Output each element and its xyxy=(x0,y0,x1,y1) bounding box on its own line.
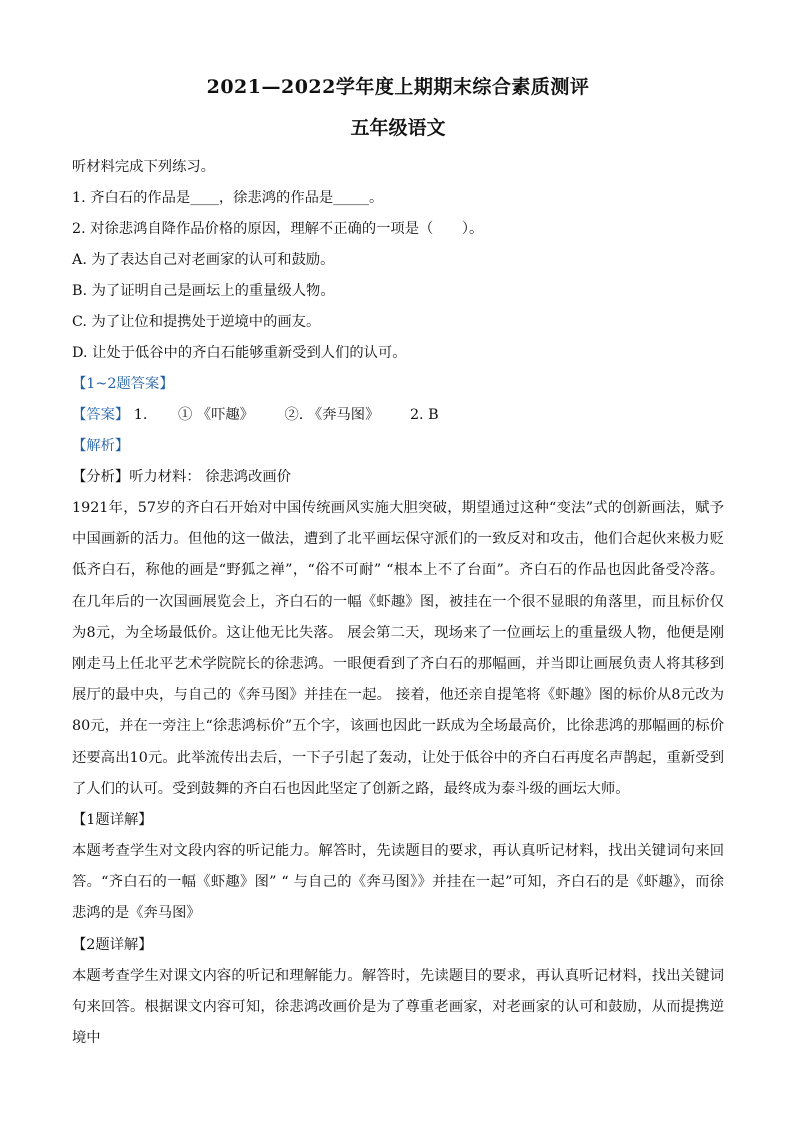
detail-1-text: 本题考查学生对文段内容的听记能力。解答时，先读题目的要求，再认真听记材料，找出关键词句来回答。“齐白石的一幅《虾趣》图” “ 与自己的《奔马图》》并挂在一起”可知，齐白石的是《虾趣》，而徐悲鸿的是《奔马图》 xyxy=(72,843,724,922)
answer-q1-part-a: ① 《吓趣》 xyxy=(177,407,254,423)
option-d: D. 让处于低谷中的齐白石能够重新受到人们的认可。 xyxy=(72,345,407,361)
listening-passage: 1921年，57岁的齐白石开始对中国传统画风实施大胆突破，期望通过这种“变法”式的创新画法，赋予中国画新的活力。但他的这一做法，遭到了北平画坛保守派们的一致反对和攻击，他们合起伙来极力贬低齐白石，称他的画是“野狐之禅”，“俗不可耐” “根本上不了台面”。齐白石的作品也因此备受冷落。 在几年后的一次国画展览会上，齐白石的一幅《虾趣》图，被挂在一个很不显眼的角落里，而且标价仅为8元，为全场最低价。这让他无比失落。 展会第二天，现场来了一位画坛上的重量级人物，他便是刚刚走马上任北平艺术学院院长的徐悲鸿。一眼便看到了齐白石的那幅画，并当即让画展负责人将其移到展厅的最中央，与自己的《奔马图》并挂在一起。 接着，他还亲自提笔将《虾趣》图的标价从8元改为80元，并在一旁注上“徐悲鸿标价”五个字，该画也因此一跃成为全场最高价，比徐悲鸿的那幅画的标价还要高出10元。此举流传出去后，一下子引起了轰动，让处于低谷中的齐白石再度名声鹊起，重新受到了人们的认可。受到鼓舞的齐白石也因此坚定了创新之路，最终成为泰斗级的画坛大师。 xyxy=(72,500,724,797)
analysis-title: 听力材料： 徐悲鸿改画价 xyxy=(129,469,291,485)
answer-q1-number: 1. xyxy=(133,407,148,423)
option-c: C. 为了让位和提携处于逆境中的画友。 xyxy=(72,314,321,330)
answer-label: 【答案】 xyxy=(72,407,130,423)
analysis-heading: 【解析】 xyxy=(72,438,130,454)
page-title: 2021—2022学年度上期期末综合素质测评 xyxy=(206,76,590,98)
question-2: 2. 对徐悲鸿自降作品价格的原因，理解不正确的一项是（ ）。 xyxy=(72,221,484,237)
page-subtitle: 五年级语文 xyxy=(350,117,446,139)
answer-q2: 2. B xyxy=(409,407,439,423)
intro-text: 听材料完成下列练习。 xyxy=(72,159,215,175)
answer-q1-part-b: ②. 《奔马图》 xyxy=(284,407,380,423)
analysis-label: 【分析】 xyxy=(72,469,130,485)
detail-1-heading: 【1题详解】 xyxy=(72,812,153,829)
option-b: B. 为了证明自己是画坛上的重量级人物。 xyxy=(72,283,335,299)
option-a: A. 为了表达自己对老画家的认可和鼓励。 xyxy=(72,252,335,268)
answer-line xyxy=(72,400,724,431)
detail-2-text: 本题考查学生对课文内容的听记和理解能力。解答时，先读题目的要求，再认真听记材料，找出关键词句来回答。根据课文内容可知，徐悲鸿改画价是为了尊重老画家，对老画家的认可和鼓励，从而提携逆境中 xyxy=(72,967,724,1047)
question-1: 1. 齐白石的作品是____，徐悲鸿的作品是_____。 xyxy=(72,190,384,206)
analysis-line xyxy=(72,462,724,493)
answer-heading: 【1~2题答案】 xyxy=(72,376,174,392)
detail-2-heading: 【2题详解】 xyxy=(72,936,153,953)
